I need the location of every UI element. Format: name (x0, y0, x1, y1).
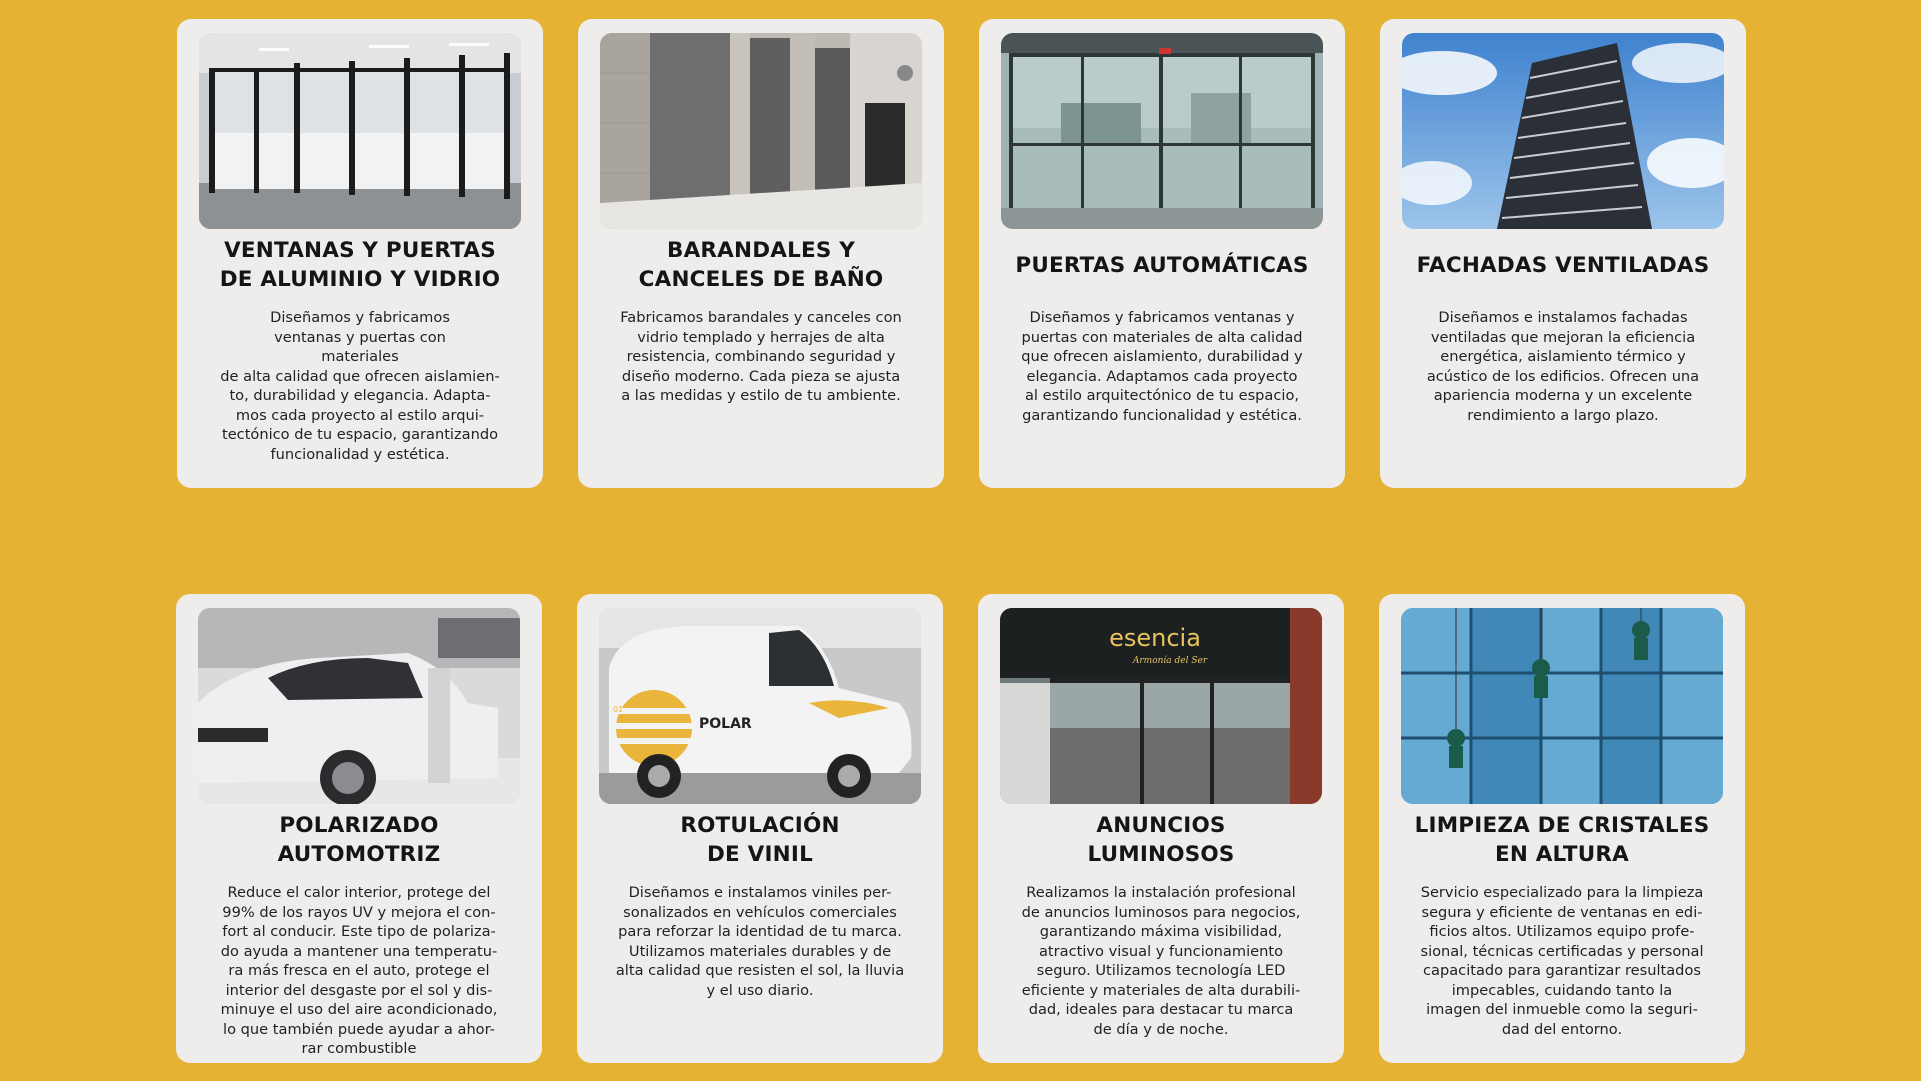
card-title: PUERTAS AUTOMÁTICAS (1015, 252, 1309, 278)
service-card-limpieza[interactable] (1379, 594, 1745, 1063)
van-number-text: 01 (613, 705, 624, 714)
rotulacion-photo (599, 608, 921, 804)
service-card-fachadas[interactable] (1380, 19, 1746, 488)
card-title: ROTULACIÓN DE VINIL (680, 813, 840, 867)
service-card-barandales[interactable] (578, 19, 944, 488)
ventanas-photo (199, 33, 521, 229)
card-title: BARANDALES Y CANCELES DE BAÑO (638, 238, 884, 292)
card-title: ANUNCIOS LUMINOSOS (1087, 813, 1235, 867)
barandales-photo (600, 33, 922, 229)
card-description: Fabricamos barandales y canceles con vidrio templado y herrajes de alta resistencia, combinando seguridad y diseño moderno. Cada pieza se ajusta a las medidas y estilo de tu ambiente. (620, 309, 902, 404)
card-description: Reduce el calor interior, protege del 99% de los rayos UV y mejora el con- fort al conducir. Este tipo de polariza- do ayuda a mantener una temperatu- ra más fresca en el auto, protege el interior del desgaste por el sol y dis- minuye el uso del aire acondicionado, lo que también puede ayudar a ahor- rar combustible (220, 884, 498, 1057)
fachadas-photo (1402, 33, 1724, 229)
card-title: VENTANAS Y PUERTAS DE ALUMINIO Y VIDRIO (219, 238, 501, 292)
sign-brand-text: esencia (1109, 624, 1201, 652)
card-description: Diseñamos y fabricamos ventanas y puertas con materiales de alta calidad que ofrecen aislamiento, durabilidad y elegancia. Adaptamos cada proyecto al estilo arquitectónico de tu espacio, garantizando funcionalidad y estética. (1021, 309, 1303, 424)
card-title: FACHADAS VENTILADAS (1416, 252, 1710, 278)
polarizado-photo (198, 608, 520, 804)
card-description: Diseñamos e instalamos fachadas ventiladas que mejoran la eficiencia energética, aislamiento térmico y acústico de los edificios. Ofrecen una apariencia moderna y un excelente rendimiento a largo plazo. (1426, 309, 1700, 424)
anuncios-photo (1000, 608, 1322, 804)
card-title: POLARIZADO AUTOMOTRIZ (277, 813, 441, 867)
sign-tagline-text: Armonía del Ser (1132, 656, 1208, 666)
card-description: Diseñamos e instalamos viniles per- sonalizados en vehículos comerciales para reforzar la identidad de tu marca. Utilizamos materiales durables y de alta calidad que resisten el sol, la lluvia y el uso diario. (615, 884, 905, 999)
service-card-polarizado[interactable] (176, 594, 542, 1063)
van-brand-text: POLAR (699, 716, 752, 732)
service-card-ventanas[interactable] (177, 19, 543, 488)
service-card-puertas-automaticas[interactable] (979, 19, 1345, 488)
card-description: Realizamos la instalación profesional de anuncios luminosos para negocios, garantizando máxima visibilidad, atractivo visual y funcionamiento seguro. Utilizamos tecnología LED eficiente y materiales de alta durabili- dad, ideales para destacar tu marca de día y de noche. (1021, 884, 1301, 1038)
card-title: LIMPIEZA DE CRISTALES EN ALTURA (1414, 813, 1710, 867)
limpieza-photo (1401, 608, 1723, 804)
service-card-rotulacion[interactable] (577, 594, 943, 1063)
puertas-automaticas-photo (1001, 33, 1323, 229)
service-card-anuncios[interactable] (978, 594, 1344, 1063)
card-description: Servicio especializado para la limpieza segura y eficiente de ventanas en edi- ficios altos. Utilizamos equipo profe- sional, técnicas certificadas y personal capacitado para garantizar resultados impecables, cuidando tanto la imagen del inmueble como la seguri- dad del entorno. (1420, 884, 1704, 1038)
card-description: Diseñamos y fabricamos ventanas y puertas con materiales de alta calidad que ofrecen aislamien- to, durabilidad y elegancia. Adapta- mos cada proyecto al estilo arqui- tectónico de tu espacio, garantizando funcionalidad y estética. (220, 309, 500, 463)
